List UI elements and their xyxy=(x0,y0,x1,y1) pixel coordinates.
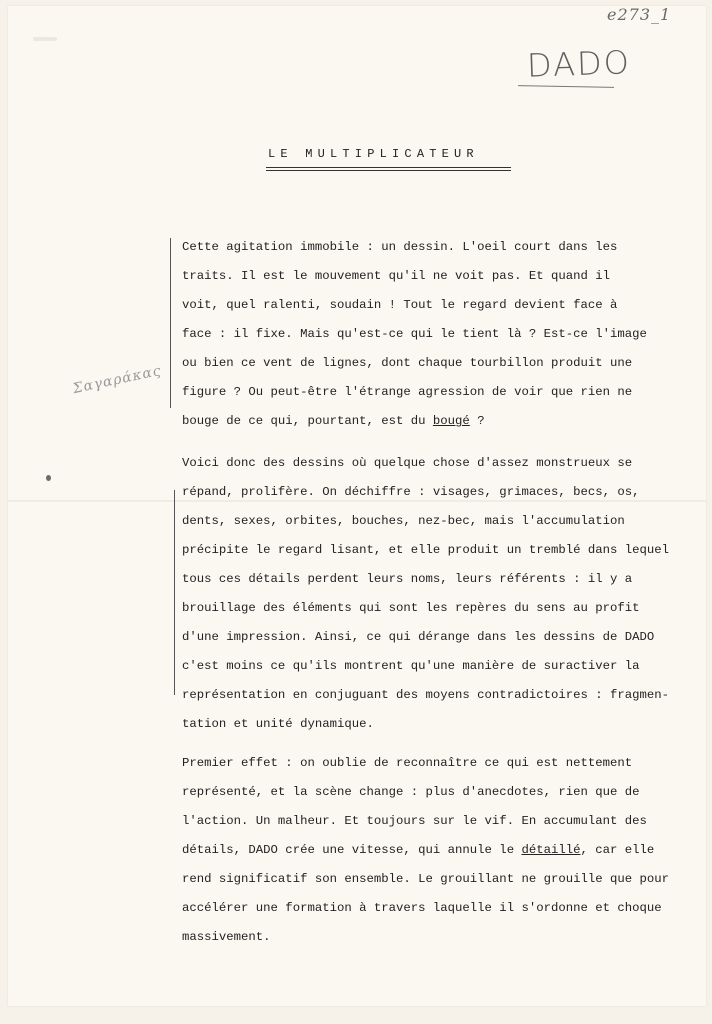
title-underline-top xyxy=(266,167,511,168)
text-segment: massivement. xyxy=(182,930,271,944)
document-title: LE MULTIPLICATEUR xyxy=(268,147,479,161)
text-segment: bouge de ce qui, pourtant, est du xyxy=(182,414,433,428)
text-segment: rend significatif son ensemble. Le grouillant ne grouille que pour xyxy=(182,872,670,886)
text-segment: accélérer une formation à travers laquelle il s'ordonne et choque xyxy=(182,901,662,915)
text-line xyxy=(182,710,669,739)
text-line xyxy=(182,233,647,262)
text-line xyxy=(182,681,669,710)
underlined-word: détaillé xyxy=(521,843,581,857)
text-segment: ou bien ce vent de lignes, dont chaque tourbillon produit une xyxy=(182,356,633,370)
paragraph-3 xyxy=(182,749,669,952)
text-line xyxy=(182,349,647,378)
text-line xyxy=(182,478,669,507)
text-segment: , car elle xyxy=(580,843,655,857)
text-line xyxy=(182,836,669,865)
text-line xyxy=(182,807,669,836)
text-line xyxy=(182,652,669,681)
text-line xyxy=(182,378,647,407)
text-line xyxy=(182,778,669,807)
text-segment: représenté, et la scène change : plus d'anecdotes, rien que de xyxy=(182,785,640,799)
text-segment: précipite le regard lisant, et elle produit un tremblé dans lequel xyxy=(182,543,670,557)
text-line xyxy=(182,623,669,652)
text-line xyxy=(182,407,647,436)
text-segment: dents, sexes, orbites, bouches, nez-bec, mais l'accumulation xyxy=(182,514,625,528)
text-line xyxy=(182,262,647,291)
paragraph-2 xyxy=(182,449,669,739)
text-segment: brouillage des éléments qui sont les repères du sens au profit xyxy=(182,601,640,615)
text-line xyxy=(182,594,669,623)
margin-bracket-first xyxy=(170,238,171,408)
text-segment: Voici donc des dessins où quelque chose d'assez monstrueux se xyxy=(182,456,633,470)
text-segment: l'action. Un malheur. Et toujours sur le vif. En accumulant des xyxy=(182,814,647,828)
text-segment: voit, quel ralenti, soudain ! Tout le regard devient face à xyxy=(182,298,618,312)
ink-spot xyxy=(46,475,51,481)
text-line xyxy=(182,449,669,478)
text-segment: face : il fixe. Mais qu'est-ce qui le tient là ? Est-ce l'image xyxy=(182,327,647,341)
text-segment: répand, prolifère. On déchiffre : visages, grimaces, becs, os, xyxy=(182,485,640,499)
text-line xyxy=(182,749,669,778)
text-segment: figure ? Ou peut-être l'étrange agression de voir que rien ne xyxy=(182,385,633,399)
text-line xyxy=(182,923,669,952)
margin-bracket-second xyxy=(174,490,175,695)
text-line xyxy=(182,894,669,923)
text-segment: détails, DADO crée une vitesse, qui annule le xyxy=(182,843,522,857)
text-line xyxy=(182,865,669,894)
text-segment: représentation en conjuguant des moyens contradictoires : fragmen- xyxy=(182,688,670,702)
text-segment: tous ces détails perdent leurs noms, leurs référents : il y a xyxy=(182,572,633,586)
title-underline-bottom xyxy=(266,170,511,171)
text-line xyxy=(182,565,669,594)
text-segment: ? xyxy=(469,414,485,428)
underlined-word: bougé xyxy=(432,414,470,428)
text-line xyxy=(182,320,647,349)
text-segment: d'une impression. Ainsi, ce qui dérange dans les dessins de DADO xyxy=(182,630,655,644)
archive-reference: e273_1 xyxy=(607,5,672,24)
text-line xyxy=(182,291,647,320)
text-line xyxy=(182,507,669,536)
text-segment: tation et unité dynamique. xyxy=(182,717,374,731)
text-segment: traits. Il est le mouvement qu'il ne voit pas. Et quand il xyxy=(182,269,611,283)
handwritten-artist-name: DADO xyxy=(526,43,632,85)
paragraph-1 xyxy=(182,233,647,436)
text-segment: Premier effet : on oublie de reconnaître ce qui est nettement xyxy=(182,756,633,770)
paper-smudge xyxy=(33,37,57,41)
margin-annotation: Σαγαράκας xyxy=(71,362,164,398)
text-line xyxy=(182,536,669,565)
text-segment: Cette agitation immobile : un dessin. L'oeil court dans les xyxy=(182,240,618,254)
text-segment: c'est moins ce qu'ils montrent qu'une manière de suractiver la xyxy=(182,659,640,673)
